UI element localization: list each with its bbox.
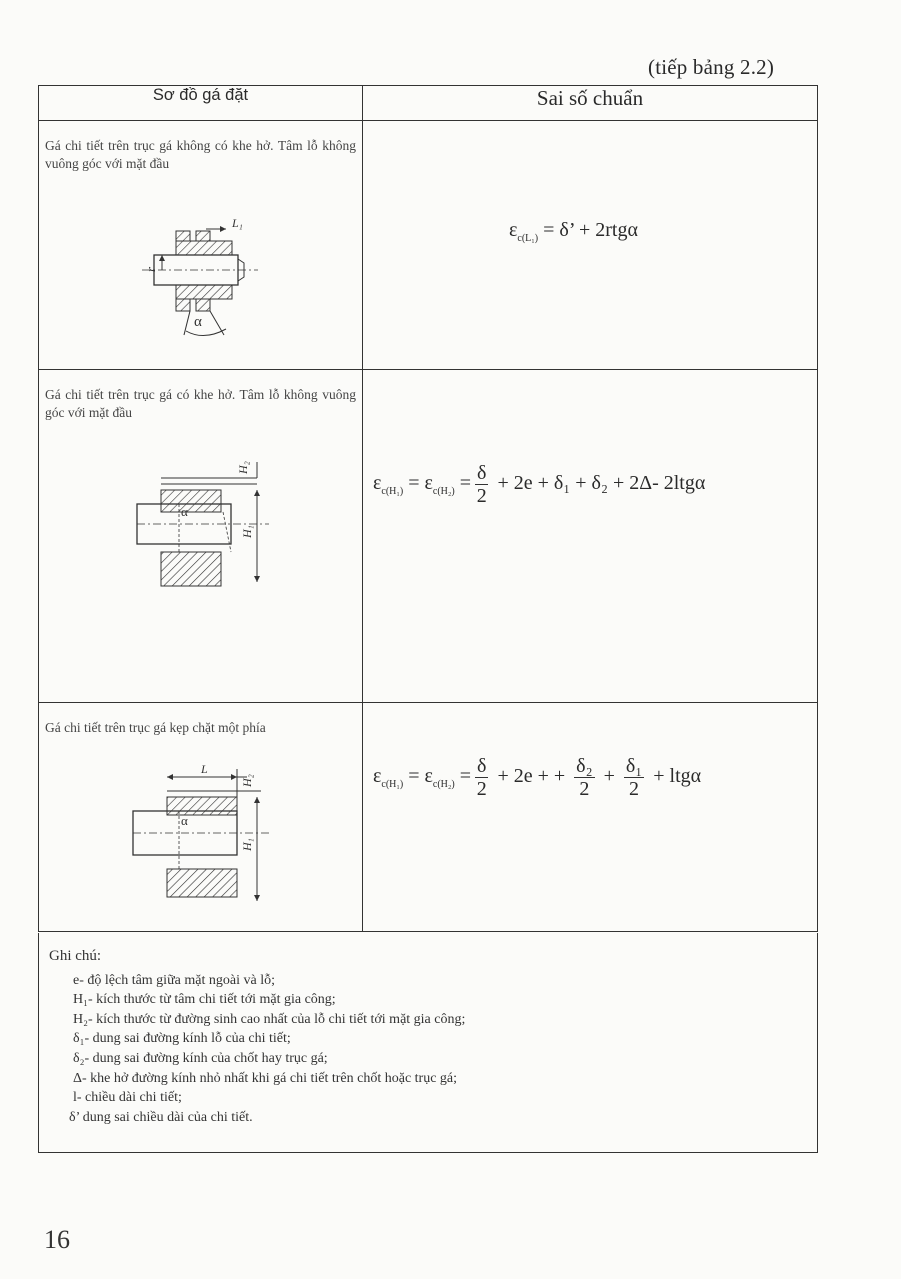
setup-description-1: Gá chi tiết trên trục gá không có khe hở. Tâm lỗ không vuông góc với mặt đầu — [45, 138, 356, 171]
table-continuation-label: (tiếp bảng 2.2) — [648, 55, 775, 79]
formula-3-mid-terms: + 2e + + — [497, 765, 566, 788]
table-row — [39, 370, 818, 703]
formula-3-mid: = ε — [408, 765, 433, 788]
datum-error-cell-2 — [363, 370, 818, 703]
setup-error-table — [38, 85, 818, 932]
label-alpha: α — [181, 504, 188, 519]
notes-title: Ghi chú: — [49, 948, 102, 964]
setup-cell-2 — [39, 370, 363, 703]
setup-diagram-3 — [119, 761, 279, 921]
formula-2-sub2: c(H₂) — [432, 486, 455, 498]
table-header-row — [39, 86, 818, 121]
formula-2-rhs: + 2e + δ₁ + δ₂ + 2Δ- 2ltgα — [497, 472, 706, 495]
table-row — [39, 703, 818, 932]
note-item: δ’ dung sai chiều dài của chi tiết. — [69, 1109, 253, 1125]
formula-3-fraction-1: $\frac{\delta}{2}$ — [476, 755, 487, 800]
label-alpha: α — [181, 813, 188, 828]
formula-3-epsilon: ε — [373, 765, 382, 788]
label-r: r — [143, 266, 158, 272]
formula-2-epsilon: ε — [373, 472, 382, 495]
formula-3-equals: = — [459, 765, 471, 788]
setup-cell-1 — [39, 121, 363, 370]
header-datum-error: Sai số chuẩn — [363, 86, 818, 121]
label-alpha: α — [194, 314, 202, 330]
page-number: 16 — [44, 1225, 70, 1254]
label-l1: L₁ — [232, 216, 243, 230]
datum-error-cell-1 — [363, 121, 818, 370]
header-setup-diagram: Sơ đồ gá đặt — [39, 86, 363, 121]
note-item: l- chiều dài chi tiết; — [73, 1090, 182, 1106]
formula-3-tail: + ltgα — [653, 765, 702, 788]
note-item: δ₂- dung sai đường kính của chốt hay trục gá; — [73, 1050, 328, 1066]
table-row — [39, 121, 818, 370]
setup-description-3: Gá chi tiết trên trục gá kẹp chặt một phía — [45, 720, 266, 735]
formula-1-subscript: c(L₁) — [517, 233, 539, 244]
formula-1 — [509, 219, 901, 244]
formula-2-mid: = ε — [408, 472, 433, 495]
datum-error-cell-3 — [363, 703, 818, 932]
formula-2-equals: = — [459, 472, 471, 495]
note-item: Δ- khe hở đường kính nhỏ nhất khi gá chi tiết trên chốt hoặc trục gá; — [73, 1070, 458, 1086]
notes-section — [38, 933, 818, 1153]
note-item: e- độ lệch tâm giữa mặt ngoài và lỗ; — [73, 972, 275, 988]
formula-2-sub1: c(H₁) — [381, 486, 404, 498]
setup-diagram-2 — [119, 452, 279, 612]
note-item: H₂- kích thước từ đường sinh cao nhất của lỗ chi tiết tới mặt gia công; — [73, 1011, 466, 1027]
label-h2: H₂ — [240, 774, 254, 787]
formula-3-fraction-3: $\frac{\text{δ₁}}{2}$ — [625, 755, 643, 800]
formula-2 — [373, 462, 827, 507]
label-h1: H₁ — [240, 838, 254, 851]
setup-diagram-1 — [134, 213, 274, 363]
label-h2: H₂ — [236, 461, 250, 474]
formula-3 — [373, 755, 827, 800]
label-l: L — [201, 762, 208, 776]
formula-1-epsilon: ε — [509, 219, 518, 241]
note-item: H₁- kích thước từ tâm chi tiết tới mặt gia công; — [73, 992, 336, 1008]
formula-3-sub1: c(H₁) — [381, 779, 404, 791]
note-item: δ₁- dung sai đường kính lỗ của chi tiết; — [73, 1031, 291, 1047]
formula-3-sub2: c(H₂) — [432, 779, 455, 791]
setup-cell-3 — [39, 703, 363, 932]
formula-1-rhs: = δ’ + 2rtgα — [543, 219, 638, 241]
setup-description-2: Gá chi tiết trên trục gá có khe hở. Tâm lỗ không vuông góc với mặt đầu — [45, 387, 356, 420]
formula-3-fraction-2: $\frac{\text{δ₂}}{2}$ — [576, 755, 593, 800]
formula-3-plus: + — [603, 765, 615, 788]
formula-2-fraction: $\frac{\delta}{2}$ — [476, 462, 487, 507]
label-h1: H₁ — [240, 525, 254, 538]
